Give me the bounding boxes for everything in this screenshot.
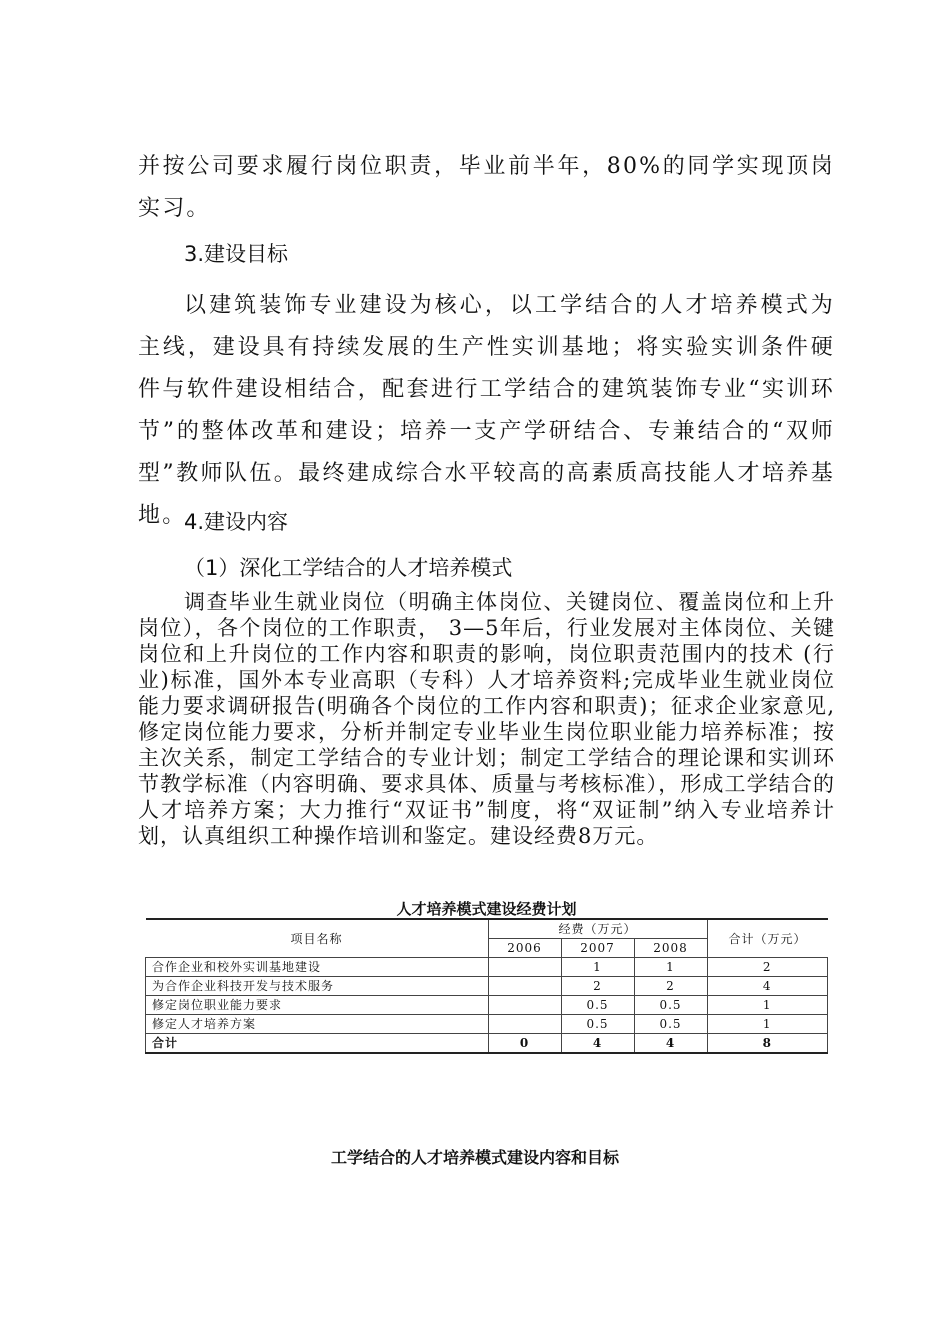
row-name: 修定岗位职业能力要求 [146,996,489,1015]
row-2007: 0.5 [561,996,634,1015]
table-row [146,977,828,996]
goal-paragraph: 以建筑装饰专业建设为核心，以工学结合的人才培养模式为主线，建设具有持续发展的生产性实训基地；将实验实训条件硬件与软件建设相结合，配套进行工学结合的建筑装饰专业“实训环节”的整体改革和建设；培养一支产学研结合、专兼结合的“双师型”教师队伍。最终建成综合水平较高的高素质高技能人才培养基地。 [138,293,835,528]
year-2008: 2008 [634,939,707,958]
year-2007: 2007 [561,939,634,958]
header-total: 合计（万元） [707,919,828,958]
table-sum-row [146,1034,828,1054]
header-item-name: 项目名称 [146,919,489,958]
row-name: 合作企业和校外实训基地建设 [146,958,489,977]
budget-table [145,918,828,1054]
row-name: 为合作企业科技开发与技术服务 [146,977,489,996]
row-2007: 1 [561,958,634,977]
table-row [146,996,828,1015]
sum-2006: 0 [488,1034,561,1054]
heading-construction-content: 4.建设内容 [184,510,289,534]
row-2006 [488,1015,561,1034]
row-total: 2 [707,958,828,977]
row-2008: 2 [634,977,707,996]
table-title: 人才培养模式建设经费计划 [396,900,577,918]
row-2007: 0.5 [561,1015,634,1034]
row-total: 4 [707,977,828,996]
sum-2008: 4 [634,1034,707,1054]
row-total: 1 [707,996,828,1015]
row-name: 修定人才培养方案 [146,1015,489,1034]
sum-2007: 4 [561,1034,634,1054]
row-total: 1 [707,1015,828,1034]
header-funds: 经费（万元） [488,919,707,939]
row-2007: 2 [561,977,634,996]
row-2006 [488,958,561,977]
year-2006: 2006 [488,939,561,958]
row-2008: 0.5 [634,996,707,1015]
section-title: 工学结合的人才培养模式建设内容和目标 [330,1148,619,1167]
table-row [146,1015,828,1034]
content-paragraph: 调查毕业生就业岗位（明确主体岗位、关键岗位、覆盖岗位和上升岗位），各个岗位的工作职责， 3—5年后，行业发展对主体岗位、关键岗位和上升岗位的工作内容和职责的影响，岗位职责范围内的技术 (行业)标准，国外本专业高职（专科）人才培养资料;完成毕业生就业岗位能力要求调研报告(明确各个岗位的工作内容和职责)；征求企业家意见,修定岗位能力要求，分析并制定专业毕业生岗位职业能力培养标准；按主次关系，制定工学结合的专业计划；制定工学结合的理论课和实训环节教学标准（内容明确、要求具体、质量与考核标准），形成工学结合的人才培养方案；大力推行“双证书”制度，将“双证制”纳入专业培养计划，认真组织工种操作培训和鉴定。建设经费8万元。 [138,590,835,848]
sum-name: 合计 [146,1034,489,1054]
subheading-training-mode: （1）深化工学结合的人才培养模式 [184,556,513,580]
row-2008: 1 [634,958,707,977]
row-2006 [488,996,561,1015]
sum-total: 8 [707,1034,828,1054]
continuation-paragraph: 并按公司要求履行岗位职责，毕业前半年，80%的同学实现顶岗实习。 [138,154,835,221]
table-header-row [146,919,828,939]
row-2006 [488,977,561,996]
table-row [146,958,828,977]
heading-construction-goal: 3.建设目标 [184,242,289,266]
row-2008: 0.5 [634,1015,707,1034]
